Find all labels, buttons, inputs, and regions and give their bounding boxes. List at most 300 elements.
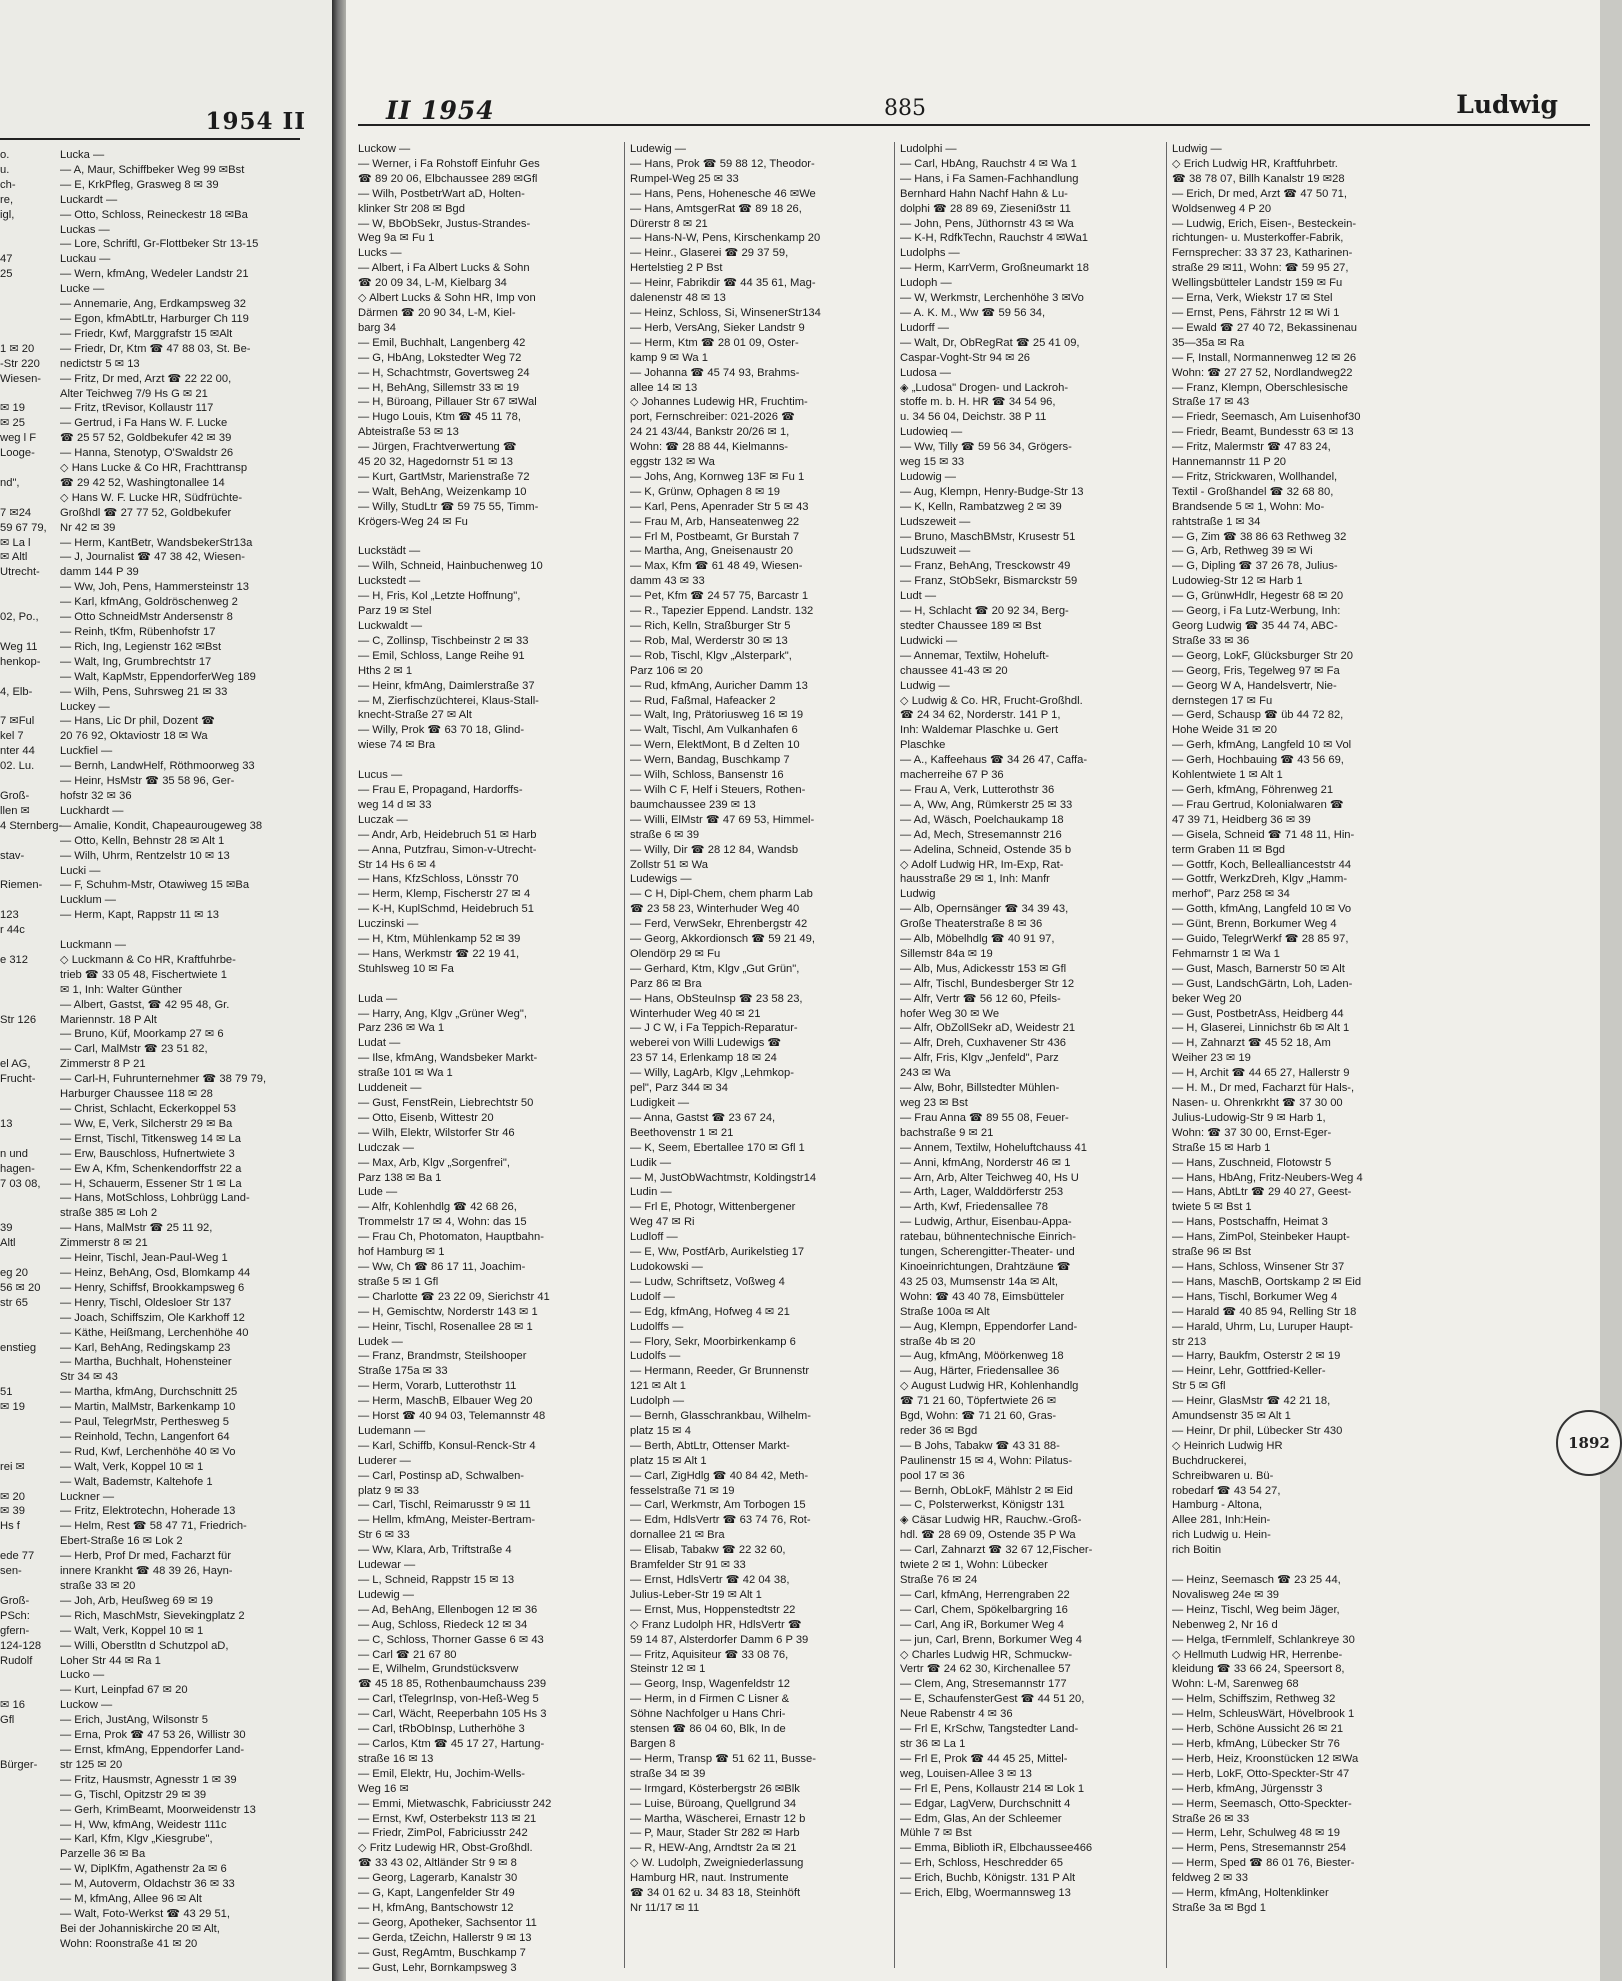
directory-entry-line: — Aug, Schloss, Riedeck 12 ✉ 34 (358, 1618, 528, 1631)
directory-entry-line: Ludwig — (900, 679, 950, 692)
directory-entry-line: Luckfiel — (60, 745, 113, 758)
directory-entry-line: — Fritz, tRevisor, Kollaustr 117 (60, 402, 214, 415)
directory-entry-line: Julius-Ludowig-Str 9 ✉ Harb 1, (1172, 1111, 1326, 1124)
directory-entry-line: 59 14 87, Alsterdorfer Damm 6 P 39 (630, 1633, 809, 1646)
directory-entry-line: — Wilh, Schloss, Bansenstr 16 (630, 769, 784, 782)
directory-entry-line: straße 33 ✉ 20 (60, 1580, 136, 1592)
directory-entry-line: — Herb, kfmAng, Jürgensstr 3 (1172, 1782, 1323, 1795)
directory-entry-line: — Walt, Tischl, Am Vulkanhafen 6 (630, 724, 798, 737)
directory-entry-line: — Frl E, Photogr, Wittenbergener (630, 1201, 796, 1214)
directory-entry-line: Riemen- (0, 879, 43, 892)
directory-entry-line: — Willi, ElMstr ☎ 47 69 53, Himmel- (630, 813, 815, 826)
directory-entry-line: — Herb, Schöne Aussicht 26 ✉ 21 (1172, 1723, 1344, 1736)
directory-entry-line: — Johanna ☎ 45 74 93, Brahms- (630, 366, 800, 379)
directory-entry-line: straße 385 ✉ Loh 2 (60, 1207, 158, 1220)
directory-entry-line: — Alfr, Vertr ☎ 56 12 60, Pfeils- (900, 992, 1061, 1005)
directory-entry-line: — Herm, Transp ☎ 51 62 11, Busse- (630, 1752, 816, 1765)
directory-entry-line: — Frl E, Pens, Kollaustr 214 ✉ Lok 1 (900, 1782, 1085, 1795)
directory-entry-line: — Carl, HbAng, Rauchstr 4 ✉ Wa 1 (900, 157, 1077, 170)
directory-entry-line: pel", Parz 344 ✉ 34 (630, 1082, 728, 1095)
directory-entry-line: Nr 42 ✉ 39 (60, 521, 116, 534)
directory-entry-line: gfern- (0, 1624, 30, 1637)
directory-entry-line: — Wilh, Pens, Suhrsweg 21 ✉ 33 (60, 685, 228, 698)
left-header-rule (0, 138, 300, 140)
directory-entry-line: — Carlos, Ktm ☎ 45 17 27, Hartung- (358, 1737, 545, 1750)
directory-entry-line: — Gust, RegAmtm, Buschkamp 7 (358, 1946, 526, 1959)
directory-entry-line: Fehmarnstr 1 ✉ Wa 1 (1172, 947, 1280, 960)
directory-entry-line: — Annemar, Textilw, Hoheluft- (900, 649, 1050, 662)
directory-entry-line: — Annem, Textilw, Hoheluftchauss 41 (900, 1141, 1087, 1154)
directory-entry-line (0, 595, 46, 610)
directory-entry-line: — Hans, KfzSchloss, Lönsstr 70 (358, 873, 519, 886)
directory-entry-line (0, 1311, 46, 1326)
directory-entry-line: Utrecht- (0, 566, 40, 579)
directory-entry-line: — Gust, Lehr, Bornkampsweg 3 (358, 1961, 517, 1974)
directory-entry-line: rich Boitin (1172, 1544, 1222, 1557)
directory-entry-line: Ludewig — (630, 143, 686, 155)
directory-entry-line (0, 1132, 46, 1147)
directory-entry-line: — Anna, Gastst ☎ 23 67 24, (630, 1111, 776, 1124)
directory-entry-line: — Rob, Tischl, Klgv „Alsterpark", (630, 649, 792, 662)
directory-entry-line: — Willy, Dir ☎ 28 12 84, Wandsb (630, 843, 799, 856)
directory-entry-line: — Herm, Pens, Stresemannstr 254 (1172, 1842, 1347, 1855)
directory-entry-line: — Heinz, BehAng, Osd, Blomkamp 44 (60, 1266, 251, 1279)
directory-entry-line: — Walt, Verk, Koppel 10 ✉ 1 (60, 1624, 204, 1637)
directory-entry-line: — Paul, TelegrMstr, Perthesweg 5 (60, 1416, 229, 1429)
directory-entry-line: — Erw, Bauschloss, Hufnertwiete 3 (60, 1147, 235, 1160)
directory-entry-line: — Erich, Dr med, Arzt ☎ 47 50 71, (1172, 187, 1347, 200)
directory-entry-line: — Willy, Prok ☎ 63 70 18, Glind- (358, 724, 525, 737)
directory-entry-line: Abteistraße 53 ✉ 13 (358, 426, 459, 439)
directory-entry-line: — W, BbObSekr, Justus-Strandes- (358, 217, 531, 230)
directory-entry-line: hdl. ☎ 28 69 09, Ostende 35 P Wa (900, 1529, 1076, 1542)
directory-entry-line: dolphi ☎ 28 89 69, Zieseniẞstr 11 (900, 202, 1071, 215)
directory-entry-line: — J C W, i Fa Teppich-Reparatur- (630, 1022, 798, 1035)
directory-entry-line: richtungen- u. Musterkoffer-Fabrik, (1172, 232, 1344, 245)
directory-entry-line: — C, Schloss, Thorner Gasse 6 ✉ 43 (358, 1633, 544, 1646)
directory-entry-line: — Herm, Kapt, Rappstr 11 ✉ 13 (60, 909, 220, 922)
directory-entry-line: — Gottfr, WerkzDreh, Klgv „Hamm- (1172, 873, 1348, 886)
directory-entry-line: — Reinh, tKfm, Rübenhofstr 17 (60, 626, 216, 638)
directory-entry-line: Bürger- (0, 1758, 38, 1771)
directory-entry-line: ☎ 34 01 62 u. 34 83 18, Steinhöft (630, 1887, 801, 1900)
directory-entry-line: — Ernst, Pens, Fährstr 12 ✉ Wi 1 (1172, 306, 1340, 319)
directory-entry-line: — K, Grünw, Ophagen 8 ✉ 19 (630, 485, 780, 498)
directory-entry-line: Wiesen- (0, 372, 42, 385)
directory-entry-line: — Ewald ☎ 27 40 72, Bekassinenau (1172, 321, 1357, 334)
directory-entry-line: ◇ Hans Lucke & Co HR, Frachttransp (60, 462, 248, 475)
directory-entry-line: — H. M., Dr med, Facharzt für Hals-, (1172, 1082, 1355, 1095)
directory-entry-line: stedter Chaussee 189 ✉ Bst (900, 620, 1042, 632)
directory-entry-line: u. 34 56 04, Deichstr. 38 P 11 (900, 411, 1047, 424)
directory-entry-line: Ludewig — (358, 1588, 414, 1601)
directory-entry-line: straße 6 ✉ 39 (630, 828, 700, 841)
directory-entry-line (0, 1728, 46, 1743)
directory-entry-line: — Carl, tRbObInsp, Lutherhöhe 3 (358, 1723, 525, 1736)
directory-entry-line: 243 ✉ Wa (900, 1067, 951, 1080)
directory-entry-line (0, 1475, 46, 1490)
directory-entry-line: str 213 (1172, 1335, 1207, 1348)
directory-entry-line: — Hans, HbAng, Fritz-Neubers-Weg 4 (1172, 1171, 1363, 1184)
directory-entry-line: Bernhard Hahn Nachf Hahn & Lu- (900, 187, 1068, 200)
directory-entry-line: — Friedr, Dr, Ktm ☎ 47 88 03, St. Be- (60, 342, 251, 355)
directory-entry-line: Gfl (0, 1714, 15, 1727)
directory-entry-line: — Herb, kfmAng, Lübecker Str 76 (1172, 1737, 1340, 1750)
directory-entry-line: — Heinr, kfmAng, Daimlerstraße 37 (358, 679, 535, 692)
directory-entry-line: — Ernst, Mus, Hoppenstedtstr 22 (630, 1603, 796, 1616)
directory-entry-line: ◈ Cäsar Ludwig HR, Rauchw.-Groß- (900, 1514, 1082, 1527)
directory-entry-line: — Walt, Ing, Prätoriusweg 16 ✉ 19 (630, 709, 804, 722)
directory-entry-line: Luddeneit — (358, 1082, 422, 1095)
directory-entry-line: — Johs, Ang, Kornweg 13F ✉ Fu 1 (630, 470, 805, 483)
directory-entry-line: stav- (0, 849, 25, 862)
directory-entry-line: ◇ Fritz Ludewig HR, Obst-Großhdl. (358, 1842, 533, 1855)
directory-entry-line: — K-H, RdfkTechn, Rauchstr 4 ✉Wa1 (900, 232, 1089, 245)
directory-entry-line: — Georg W A, Handelsvertr, Nie- (1172, 679, 1337, 692)
directory-entry-line: Luckmann — (60, 939, 126, 952)
directory-entry-line: Str 6 ✉ 33 (358, 1529, 410, 1542)
directory-entry-line: 02. Lu. (0, 760, 35, 773)
directory-entry-line: — A, Ww, Ang, Rümkerstr 25 ✉ 33 (900, 798, 1073, 811)
directory-entry-line (0, 1743, 46, 1758)
directory-entry-line: — C H, Dipl-Chem, chem pharm Lab (630, 888, 813, 901)
directory-entry-line: — Heinr, Tischl, Jean-Paul-Weg 1 (60, 1252, 228, 1265)
directory-entry-line: straße 96 ✉ Bst (1172, 1246, 1252, 1259)
directory-entry-line: — Edm, Glas, An der Schleemer (900, 1812, 1062, 1825)
directory-entry-line: Bei der Johanniskirche 20 ✉ Alt, (60, 1922, 220, 1935)
directory-entry-line: Ludolffs — (630, 1320, 684, 1333)
directory-entry-line: — Willy, LagArb, Klgv „Lehmkop- (630, 1067, 794, 1080)
directory-entry-line: 43 25 03, Mumsenstr 14a ✉ Alt, (900, 1275, 1059, 1288)
directory-entry-line: dernstegen 17 ✉ Fu (1172, 694, 1273, 707)
directory-entry-line: Straße 17 ✉ 43 (1172, 396, 1250, 409)
directory-entry-line: — Ludwig, Erich, Eisen-, Besteckein- (1172, 217, 1357, 230)
directory-entry-line: Novalisweg 24e ✉ 39 (1172, 1588, 1280, 1601)
directory-entry-line (0, 1355, 46, 1370)
directory-entry-line: — Anni, kfmAng, Norderstr 46 ✉ 1 (900, 1156, 1071, 1169)
directory-entry-line: weg, Louisen-Allee 3 ✉ 13 (900, 1767, 1032, 1780)
directory-entry-line: — Carl, Chem, Spökelbargring 16 (900, 1603, 1068, 1616)
directory-entry-line: — Aug, Klempn, Eppendorfer Land- (900, 1320, 1078, 1333)
right-page (346, 0, 1610, 1981)
directory-entry-line: Inh: Waldemar Plaschke u. Gert (900, 724, 1059, 737)
directory-entry-line: — Lore, Schriftl, Gr-Flottbeker Str 13-15 (60, 238, 259, 251)
directory-entry-line: — Heinr., Glaserei ☎ 29 37 59, (630, 247, 789, 260)
directory-entry-line (0, 1087, 46, 1102)
directory-entry-line: 47 39 71, Heidberg 36 ✉ 39 (1172, 813, 1311, 826)
directory-entry-line: — Herm, kfmAng, Holtenklinker (1172, 1887, 1329, 1900)
directory-entry-line: Zimmerstr 8 P 21 (60, 1058, 146, 1071)
directory-entry-line: — Günt, Brenn, Borkumer Weg 4 (1172, 918, 1337, 931)
directory-entry-line: — Erich, Buchb, Königstr. 131 P Alt (900, 1872, 1076, 1885)
directory-entry-line: ☎ 25 57 52, Goldbekufer 42 ✉ 39 (60, 432, 232, 445)
directory-entry-line: — E, KrkPfleg, Grasweg 8 ✉ 39 (60, 178, 219, 191)
directory-entry-line: ☎ 38 78 07, Billh Kanalstr 19 ✉28 (1172, 172, 1345, 185)
directory-entry-line: str 125 ✉ 20 (60, 1758, 123, 1771)
directory-entry-line: — Erna, Verk, Wiekstr 17 ✉ Stel (1172, 292, 1333, 305)
directory-entry-line: Straße 76 ✉ 24 (900, 1574, 978, 1586)
directory-entry-line: — Max, Kfm ☎ 61 48 49, Wiesen- (630, 560, 803, 573)
directory-entry-line: Lucke — (60, 283, 105, 296)
directory-entry-line: — Walt, BehAng, Weizenkamp 10 (358, 485, 527, 498)
directory-entry-line: — Edg, kfmAng, Hofweg 4 ✉ 21 (630, 1305, 790, 1318)
directory-entry-line: — Annemarie, Ang, Erdkampsweg 32 (60, 298, 246, 311)
directory-entry-line: henkop- (0, 655, 41, 668)
directory-entry-line (0, 1191, 46, 1206)
directory-entry-line: Ludolph — (630, 1395, 685, 1408)
directory-entry-line: — Ww, Klara, Arb, Triftstraße 4 (358, 1544, 512, 1557)
directory-entry-line: — Heinz, Seemasch ☎ 23 25 44, (1172, 1574, 1341, 1586)
directory-entry-line: — Gerh, Hochbauing ☎ 43 56 69, (1172, 754, 1344, 767)
directory-entry-line: — Hans, ZimPol, Steinbeker Haupt- (1172, 1231, 1350, 1244)
left-margin-fragments (0, 148, 63, 1968)
directory-entry-line: Ludwig (900, 888, 936, 901)
directory-entry-line: straße 5 ✉ 1 Gfl (358, 1275, 439, 1288)
directory-entry-line: — Alb, Opernsänger ☎ 34 39 43, (900, 903, 1069, 916)
directory-entry-line: Lucks — (358, 247, 402, 260)
directory-entry-line: — G, Kapt, Langenfelder Str 49 (358, 1887, 515, 1900)
directory-entry-line: — R., Tapezier Eppend. Landstr. 132 (630, 605, 814, 618)
directory-entry-line: — H, kfmAng, Bantschowstr 12 (358, 1901, 514, 1914)
directory-entry-line: damm 144 P 39 (60, 566, 139, 579)
directory-entry-line: — Werner, i Fa Rohstoff Einfuhr Ges (358, 157, 540, 170)
directory-entry-line: — Gerhard, Ktm, Klgv „Gut Grün", (630, 962, 800, 975)
directory-entry-line: ✉ La l (0, 536, 31, 549)
directory-entry-line: Straße 15 ✉ Harb 1 (1172, 1141, 1271, 1154)
directory-entry-line: — Georg, i Fa Lutz-Werbung, Inh: (1172, 605, 1341, 618)
directory-entry-line: Wellingsbütteler Landstr 159 ✉ Fu (1172, 277, 1343, 290)
directory-entry-line: — Gerh, kfmAng, Föhrenweg 21 (1172, 783, 1334, 796)
directory-entry-line: Wohn: ☎ 43 40 78, Eimsbütteler (900, 1290, 1065, 1303)
directory-entry-line: — J, Journalist ☎ 47 38 42, Wiesen- (60, 551, 245, 564)
directory-entry-line: Lucklum — (60, 894, 116, 907)
directory-entry-line: — Gust, LandschGärtn, Loh, Laden- (1172, 977, 1353, 990)
directory-entry-line (0, 1370, 46, 1385)
directory-entry-line: ◇ Franz Ludolph HR, HdlsVertr ☎ (630, 1618, 802, 1631)
directory-entry-line: 1 ✉ 20 (0, 342, 35, 355)
directory-entry-line (0, 1445, 46, 1460)
directory-entry-line: — Horst ☎ 40 94 03, Telemannstr 48 (358, 1410, 546, 1423)
directory-entry-line: Trommelstr 17 ✉ 4, Wohn: das 15 (358, 1216, 527, 1229)
directory-entry-line: — Flory, Sekr, Moorbirkenkamp 6 (630, 1335, 796, 1348)
directory-entry-line: Hertelstieg 2 P Bst (630, 262, 723, 275)
directory-entry-line: — G, Arb, Rethweg 39 ✉ Wi (1172, 545, 1313, 558)
directory-entry-line: — Herb, LokF, Otto-Speckter-Str 47 (1172, 1767, 1350, 1780)
directory-entry-line: — Frau M, Arb, Hanseatenweg 22 (630, 515, 800, 528)
directory-entry-line: — Kurt, GartMstr, Marienstraße 72 (358, 470, 530, 483)
directory-entry-line: Bargen 8 (630, 1737, 676, 1750)
directory-entry-line: 39 (0, 1222, 13, 1235)
directory-entry-line: ☎ 71 21 60, Töpfertwiete 26 ✉ (900, 1395, 1057, 1408)
directory-entry-line: eggstr 132 ✉ Wa (630, 456, 715, 469)
directory-entry-line: Allee 281, Inh:Hein- (1172, 1514, 1271, 1527)
directory-entry-line: — Rich, Kelln, Straßburger Str 5 (630, 620, 791, 632)
directory-entry-line: 51 (0, 1386, 13, 1399)
directory-entry-line: ◇ Hans W. F. Lucke HR, Südfrüchte- (60, 491, 243, 504)
directory-entry-line: Lucki — (60, 864, 101, 877)
directory-entry-line: weberei von Willi Ludewigs ☎ (630, 1037, 782, 1050)
directory-entry-line: Wohn: ☎ 37 30 00, Ernst-Eger- (1172, 1126, 1332, 1139)
directory-entry-line: — Gerd, Schausp ☎ üb 44 72 82, (1172, 709, 1344, 722)
directory-entry-line: ◇ W. Ludolph, Zweigniederlassung (630, 1857, 804, 1870)
directory-entry-line: — Willi, Oberstltn d Schutzpol aD, (60, 1639, 229, 1652)
directory-entry-line: — Herm, KarrVerm, Großneumarkt 18 (900, 262, 1089, 275)
directory-entry-line: — K-H, KuplSchmd, Heidebruch 51 (358, 903, 534, 916)
directory-entry-line (358, 530, 620, 545)
directory-entry-line: — Frl E, Prok ☎ 44 45 25, Mittel- (900, 1752, 1068, 1765)
directory-entry-line: Alter Teichweg 7/9 Hs G ✉ 21 (60, 387, 208, 400)
directory-entry-line: — G, HbAng, Lokstedter Weg 72 (358, 351, 522, 364)
directory-entry-line: weg 14 d ✉ 33 (358, 798, 432, 811)
directory-entry-line: — Ad, Mech, Stresemannstr 216 (900, 828, 1062, 841)
directory-entry-line: — M, Zierfischzüchterei, Klaus-Stall- (358, 694, 539, 707)
directory-entry-line (0, 461, 46, 476)
directory-entry-line: — Ernst, HdlsVertr ☎ 42 04 38, (630, 1574, 790, 1586)
directory-entry-line: Bramfelder Str 91 ✉ 33 (630, 1559, 746, 1572)
directory-entry-line: rei ✉ (0, 1460, 25, 1473)
directory-entry-line: ☎ 24 34 62, Norderstr. 141 P 1, (900, 709, 1061, 722)
directory-entry-line: ch- (0, 178, 16, 191)
directory-entry-line: Luckner — (60, 1490, 115, 1503)
directory-entry-line: — R, HEW-Ang, Arndtstr 2a ✉ 21 (630, 1842, 797, 1855)
directory-entry-line: merhof", Parz 258 ✉ 34 (1172, 888, 1290, 901)
directory-entry-line: — H, Glaserei, Linnichstr 6b ✉ Alt 1 (1172, 1022, 1350, 1035)
directory-entry-line: — Wilh C F, Helf i Steuers, Rothen- (630, 783, 806, 796)
directory-entry-line: nedictstr 5 ✉ 13 (60, 357, 140, 370)
directory-entry-line: Luckow — (60, 1699, 113, 1712)
directory-entry-line: 4, Elb- (0, 685, 33, 698)
directory-entry-line: Straße 26 ✉ 33 (1172, 1812, 1250, 1825)
directory-entry-line: eg 20 (0, 1266, 28, 1279)
directory-entry-line: Hamburg HR, naut. Instrumente (630, 1872, 789, 1885)
directory-entry-line: platz 15 ✉ Alt 1 (630, 1454, 707, 1467)
directory-entry-line: — Ernst, kfmAng, Eppendorfer Land- (60, 1743, 245, 1756)
directory-entry-line: — Hanna, Stenotyp, O'Swaldstr 26 (60, 447, 234, 460)
directory-entry-line: 7 ✉Ful (0, 715, 35, 728)
directory-entry-line: — Walt, Ing, Grumbrechtstr 17 (60, 655, 212, 668)
directory-entry-line: — Arn, Arb, Alter Teichweg 40, Hs U (900, 1171, 1079, 1184)
directory-entry-line: — Emma, Biblioth iR, Elbchaussee466 (900, 1842, 1093, 1855)
directory-entry-line: — Herb, Heiz, Kroonstücken 12 ✉Wa (1172, 1752, 1359, 1765)
directory-entry-line: Luczinski — (358, 918, 419, 931)
page-guide-word: Ludwig (1456, 90, 1558, 119)
directory-entry-line: — Bruno, Küf, Moorkamp 27 ✉ 6 (60, 1028, 224, 1041)
directory-entry-line: Steinstr 12 ✉ 1 (630, 1663, 706, 1676)
directory-entry-line: — G, Tischl, Opitzstr 29 ✉ 39 (60, 1788, 207, 1801)
directory-entry-line: — Ew A, Kfm, Schenkendorffstr 22 a (60, 1162, 242, 1175)
directory-entry-line: — Friedr, Kwf, Marggrafstr 15 ✉Alt (60, 327, 233, 340)
directory-entry-line: — Frl E, KrSchw, Tangstedter Land- (900, 1723, 1079, 1736)
directory-entry-line: 13 (0, 1117, 13, 1130)
directory-entry-line: straße 29 ✉11, Wohn: ☎ 59 95 27, (1172, 262, 1349, 275)
directory-entry-line: — Franz, Klempn, Oberschlesische (1172, 381, 1348, 394)
directory-entry-line: ◇ Albert Lucks & Sohn HR, Imp von (358, 292, 536, 305)
directory-entry-line: — Franz, Brandmstr, Steilshooper (358, 1350, 527, 1363)
directory-entry-line: — Karl, Pens, Apenrader Str 5 ✉ 43 (630, 500, 809, 513)
directory-entry-line: bachstraße 9 ✉ 21 (900, 1126, 994, 1139)
directory-entry-line: — Carl, ZigHdlg ☎ 40 84 42, Meth- (630, 1469, 809, 1482)
directory-entry-line: — Carl, tTelegrInsp, von-Heß-Weg 5 (358, 1693, 539, 1706)
directory-entry-line: — Otto, Eisenb, Wittestr 20 (358, 1111, 494, 1124)
directory-entry-line: Harburger Chaussee 118 ✉ 28 (60, 1088, 213, 1101)
directory-entry-line: — Henry, Tischl, Oldesloer Str 137 (60, 1296, 232, 1309)
directory-entry-line: Straße 100a ✉ Alt (900, 1305, 990, 1318)
directory-entry-line: Luckardt — (60, 193, 118, 206)
directory-entry-line: — Andr, Arb, Heidebruch 51 ✉ Harb (358, 828, 537, 841)
directory-entry-line: — C, Polsterwerkst, Königstr 131 (900, 1499, 1065, 1512)
directory-entry-line: — Heinr, Fabrikdir ☎ 44 35 61, Mag- (630, 277, 816, 290)
directory-entry-line: — Frl M, Postbeamt, Gr Burstah 7 (630, 530, 800, 543)
directory-entry-line: — H, Archit ☎ 44 65 27, Hallerstr 9 (1172, 1067, 1350, 1080)
directory-entry-line: Ludowig — (900, 470, 956, 483)
directory-entry-line: — Alb, Möbelhdlg ☎ 40 91 97, (900, 933, 1055, 946)
directory-entry-line: — Karl, BehAng, Redingskamp 23 (60, 1341, 231, 1354)
directory-entry-line: twiete 2 ✉ 1, Wohn: Lübecker (900, 1559, 1048, 1572)
directory-entry-line: Wohn: ☎ 27 27 52, Nordlandweg22 (1172, 366, 1353, 379)
directory-entry-line: — Gottfr, Koch, Belleallianceststr 44 (1172, 858, 1352, 871)
directory-entry-line (0, 1579, 46, 1594)
directory-entry-line: ◇ Erich Ludwig HR, Kraftfuhrbetr. (1172, 157, 1338, 170)
directory-entry-line: Hths 2 ✉ 1 (358, 664, 413, 677)
directory-entry-line: ☎ 20 09 34, L-M, Kielbarg 34 (358, 277, 507, 290)
directory-entry-line: ◇ Charles Ludwig HR, Schmuckw- (900, 1648, 1073, 1661)
directory-entry-line: — Carl, Wächt, Reeperbahn 105 Hs 3 (358, 1708, 547, 1721)
directory-entry-line: — Heinr, Dr phil, Lübecker Str 430 (1172, 1424, 1343, 1437)
directory-entry-line: ◇ Hellmuth Ludwig HR, Herrenbe- (1172, 1648, 1343, 1661)
directory-entry-line: — A, Maur, Schiffbeker Weg 99 ✉Bst (60, 163, 245, 176)
directory-entry-line: — Hans, AmtsgerRat ☎ 89 18 26, (630, 202, 802, 215)
directory-entry-line (0, 983, 46, 998)
directory-entry-line: Zimmerstr 8 ✉ 21 (60, 1237, 148, 1250)
directory-entry-line: Krögers-Weg 24 ✉ Fu (358, 515, 468, 528)
directory-entry-line: — Harald, Uhrm, Lu, Luruper Haupt- (1172, 1320, 1353, 1333)
directory-entry-line: Str 5 ✉ Gfl (1172, 1380, 1226, 1393)
directory-entry-line: kleidung ☎ 33 66 24, Speersort 8, (1172, 1663, 1345, 1676)
book-gutter (332, 0, 346, 1981)
column-ludwig (1172, 142, 1594, 1968)
column-luckow-ludewig (358, 142, 620, 1974)
directory-entry-line: Ludin — (630, 1186, 672, 1199)
directory-entry-line: 25 (0, 268, 13, 281)
directory-entry-line: — Carl, Ang iR, Borkumer Weg 4 (900, 1618, 1064, 1631)
directory-entry-line: ✉ 19 (0, 402, 25, 415)
directory-entry-line: tungen, Scherengitter-Theater- und (900, 1246, 1075, 1259)
directory-entry-line: — Rud, Faßmal, Hafeacker 2 (630, 694, 776, 707)
directory-entry-line: — Friedr, Beamt, Bundesstr 63 ✉ 13 (1172, 426, 1354, 439)
directory-entry-line (0, 834, 46, 849)
directory-entry-line: — Helm, Schiffszim, Rethweg 32 (1172, 1693, 1336, 1706)
directory-entry-line: ◇ Heinrich Ludwig HR (1172, 1439, 1283, 1452)
directory-entry-line: — Hans-N-W, Pens, Kirschenkamp 20 (630, 232, 821, 245)
directory-entry-line: — Martha, Ang, Gneisenaustr 20 (630, 545, 793, 558)
directory-entry-line: — Hans, Tischl, Borkumer Weg 4 (1172, 1290, 1338, 1303)
directory-entry-line: — W, Werkmstr, Lerchenhöhe 3 ✉Vo (900, 292, 1084, 305)
directory-entry-line: — Franz, BehAng, Tresckowstr 49 (900, 560, 1071, 573)
directory-entry-line: Ludik — (630, 1156, 672, 1169)
directory-entry-line (0, 1683, 46, 1698)
directory-entry-line: — Erna, Prok ☎ 47 53 26, Willistr 30 (60, 1729, 246, 1742)
directory-entry-line: — Jürgen, Frachtverwertung ☎ (358, 441, 517, 454)
directory-entry-line: — H, Fris, Kol „Letzte Hoffnung", (358, 590, 521, 603)
directory-entry-line: — M, kfmAng, Allee 96 ✉ Alt (60, 1893, 202, 1906)
directory-entry-line: Neue Rabenstr 4 ✉ 36 (900, 1708, 1013, 1721)
directory-entry-line: ratebau, bühnentechnische Einrich- (900, 1231, 1077, 1244)
directory-entry-line: Ludwig — (1172, 143, 1222, 155)
directory-entry-line: el AG, (0, 1058, 31, 1071)
directory-entry-line: — Elisab, Tabakw ☎ 22 32 60, (630, 1544, 786, 1557)
directory-entry-line: Plaschke (900, 739, 946, 752)
directory-entry-line: — Ferd, VerwSekr, Ehrenbergstr 42 (630, 918, 808, 931)
